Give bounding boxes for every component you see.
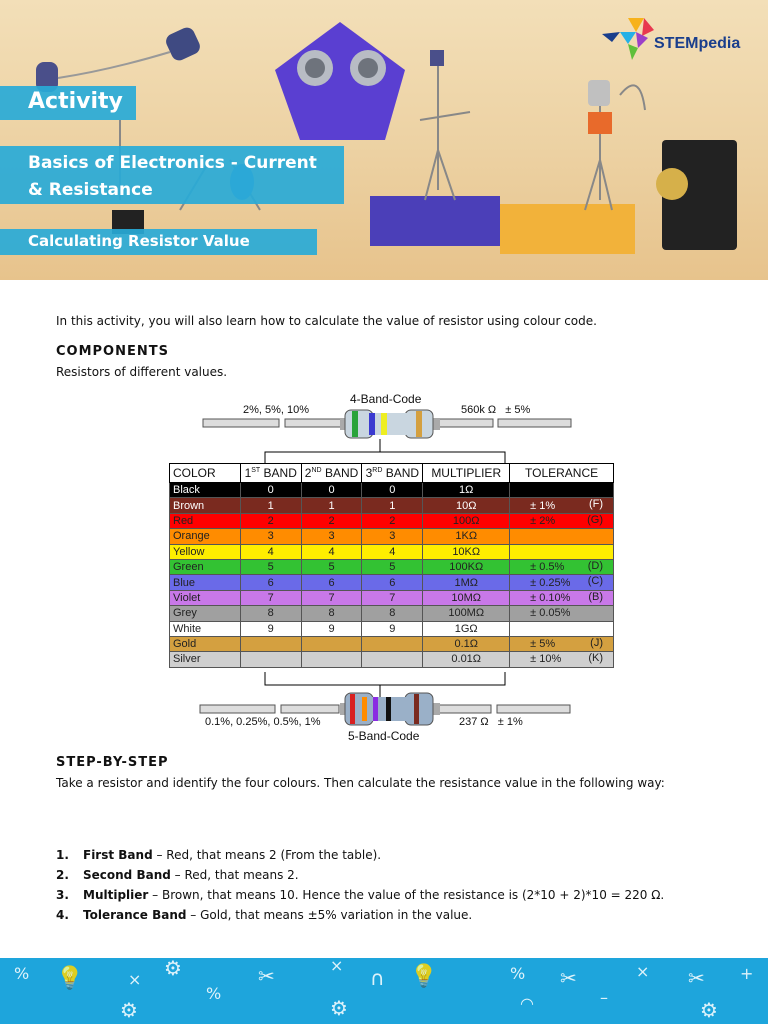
tolerance-cell — [510, 529, 614, 544]
gear-icon: ⚙ — [330, 996, 348, 1020]
tolerance-value: ± 5% — [530, 638, 556, 651]
multiplier-cell: 100Ω — [423, 513, 510, 528]
band1-cell: 7 — [240, 590, 301, 605]
band3-cell: 5 — [362, 559, 423, 574]
color-cell: Silver — [170, 652, 241, 667]
tolerance-cell — [510, 498, 614, 513]
tools-icon: ✂ — [560, 966, 577, 990]
table-row — [170, 513, 614, 528]
title-line-1: Basics of Electronics - Current — [28, 153, 317, 173]
tolerance-value: ± 0.05% — [530, 607, 571, 620]
tolerance-cell — [510, 606, 614, 621]
table-header-row — [170, 464, 614, 483]
band1-cell: 9 — [240, 621, 301, 636]
col-band-2: 2ND BAND — [301, 464, 362, 483]
tolerance-code: (J) — [590, 636, 603, 649]
band2-cell: 2 — [301, 513, 362, 528]
multiplier-cell: 0.1Ω — [423, 636, 510, 651]
col-band-3: 3RD BAND — [362, 464, 423, 483]
color-cell: Grey — [170, 606, 241, 621]
color-cell: Brown — [170, 498, 241, 513]
five-band-resistor-icon — [340, 693, 440, 725]
band1-cell: 2 — [240, 513, 301, 528]
activity-tag: Activity — [0, 86, 136, 120]
table-row — [170, 590, 614, 605]
col-multiplier: MULTIPLIER — [423, 464, 510, 483]
steps-intro: Take a resistor and identify the four colours. Then calculate the resistance value in the following way: — [56, 776, 665, 790]
multiplier-cell: 100KΩ — [423, 559, 510, 574]
col-band-1: 1ST BAND — [240, 464, 301, 483]
tolerance-cell — [510, 590, 614, 605]
band3-cell: 1 — [362, 498, 423, 513]
color-cell: Gold — [170, 636, 241, 651]
tolerance-code: (C) — [587, 575, 603, 588]
table-row — [170, 575, 614, 590]
color-cell: Yellow — [170, 544, 241, 559]
tolerance-value: ± 2% — [530, 514, 556, 527]
band2-cell: 6 — [301, 575, 362, 590]
tolerance-code: (D) — [587, 559, 603, 572]
logo-text: STEMpedia — [654, 35, 741, 52]
band3-cell: 9 — [362, 621, 423, 636]
dash-icon: – — [600, 988, 608, 1007]
band1-cell — [240, 652, 301, 667]
band1-cell: 1 — [240, 498, 301, 513]
four-band-left-label: 2%, 5%, 10% — [243, 404, 310, 416]
table-row — [170, 652, 614, 667]
tolerance-value: ± 1% — [530, 499, 556, 512]
band2-cell: 0 — [301, 483, 362, 498]
band2-cell: 5 — [301, 559, 362, 574]
tolerance-code: (G) — [587, 513, 603, 526]
band3-cell: 7 — [362, 590, 423, 605]
plus-icon: + — [740, 964, 754, 983]
tools-icon: ✂ — [688, 966, 705, 990]
band3-cell — [362, 636, 423, 651]
multiplier-cell: 1KΩ — [423, 529, 510, 544]
lightbulb-icon: 💡 — [56, 966, 84, 991]
intro-text: In this activity, you will also learn how to calculate the value of resistor using colour code. — [56, 314, 597, 328]
lightbulb-icon: 💡 — [410, 964, 438, 989]
color-cell: Orange — [170, 529, 241, 544]
multiplier-cell: 100MΩ — [423, 606, 510, 621]
five-band-right-label: 237 Ω ± 1% — [459, 716, 523, 728]
magnet-icon: ∩ — [370, 966, 385, 990]
band3-cell: 6 — [362, 575, 423, 590]
band2-cell — [301, 652, 362, 667]
tolerance-cell — [510, 652, 614, 667]
four-band-resistor-icon — [340, 410, 440, 438]
table-row — [170, 529, 614, 544]
cross-icon: × — [128, 970, 142, 989]
band3-cell: 3 — [362, 529, 423, 544]
color-cell: Blue — [170, 575, 241, 590]
band1-cell: 0 — [240, 483, 301, 498]
band2-cell — [301, 636, 362, 651]
components-heading: COMPONENTS — [56, 344, 169, 359]
col-color: COLOR — [170, 464, 241, 483]
multiplier-cell: 10MΩ — [423, 590, 510, 605]
table-row — [170, 621, 614, 636]
tolerance-cell — [510, 544, 614, 559]
four-band-right-label: 560k Ω ± 5% — [461, 404, 531, 416]
percent-icon: % — [510, 964, 526, 983]
band1-cell: 8 — [240, 606, 301, 621]
list-item: 1. First Band – Red, that means 2 (From the table). — [56, 848, 382, 862]
band1-cell: 4 — [240, 544, 301, 559]
multiplier-cell: 1Ω — [423, 483, 510, 498]
col-tolerance: TOLERANCE — [510, 464, 614, 483]
list-item: 3. Multiplier – Brown, that means 10. Hence the value of the resistance is (2*10 + 2)*10 = 220 Ω. — [56, 888, 665, 902]
tolerance-cell — [510, 575, 614, 590]
band1-cell: 6 — [240, 575, 301, 590]
band2-cell: 3 — [301, 529, 362, 544]
wifi-icon: ◠ — [520, 994, 534, 1013]
tolerance-value: ± 0.25% — [530, 576, 571, 589]
tolerance-value: ± 0.5% — [530, 561, 565, 574]
table-row — [170, 606, 614, 621]
band1-cell: 3 — [240, 529, 301, 544]
cross-icon: × — [330, 958, 344, 975]
tolerance-cell — [510, 513, 614, 528]
band3-cell: 8 — [362, 606, 423, 621]
five-band-left-label: 0.1%, 0.25%, 0.5%, 1% — [205, 716, 321, 728]
steps-heading: STEP-BY-STEP — [56, 755, 169, 770]
color-cell: Black — [170, 483, 241, 498]
tolerance-code: (F) — [588, 498, 603, 511]
tolerance-cell — [510, 621, 614, 636]
tolerance-code: (B) — [588, 590, 603, 603]
band1-cell — [240, 636, 301, 651]
table-row — [170, 636, 614, 651]
tolerance-value: ± 10% — [530, 653, 562, 666]
percent-icon: % — [14, 964, 30, 983]
tools-icon: ✂ — [258, 964, 275, 988]
band3-cell — [362, 652, 423, 667]
tolerance-cell — [510, 483, 614, 498]
color-cell: Red — [170, 513, 241, 528]
multiplier-cell: 1GΩ — [423, 621, 510, 636]
percent-icon: % — [206, 984, 222, 1003]
tolerance-value: ± 0.10% — [530, 591, 571, 604]
table-row — [170, 498, 614, 513]
gear-icon: ⚙ — [700, 998, 718, 1022]
band2-cell: 4 — [301, 544, 362, 559]
five-band-title: 5-Band-Code — [348, 729, 420, 743]
list-item: 4. Tolerance Band – Gold, that means ±5% variation in the value. — [56, 908, 473, 922]
tolerance-cell — [510, 559, 614, 574]
color-code-table — [169, 463, 614, 668]
gear-icon: ⚙ — [120, 998, 138, 1022]
components-text: Resistors of different values. — [56, 365, 228, 379]
title-line-2: & Resistance — [28, 180, 153, 200]
gear-icon: ⚙ — [164, 958, 182, 980]
band1-cell: 5 — [240, 559, 301, 574]
multiplier-cell: 0.01Ω — [423, 652, 510, 667]
band2-cell: 1 — [301, 498, 362, 513]
four-band-title: 4-Band-Code — [350, 392, 422, 406]
band2-cell: 8 — [301, 606, 362, 621]
table-row — [170, 544, 614, 559]
color-cell: White — [170, 621, 241, 636]
tolerance-code: (K) — [588, 652, 603, 665]
color-cell: Violet — [170, 590, 241, 605]
table-row — [170, 483, 614, 498]
page-subtitle: Calculating Resistor Value — [0, 229, 317, 255]
band2-cell: 7 — [301, 590, 362, 605]
band2-cell: 9 — [301, 621, 362, 636]
band3-cell: 4 — [362, 544, 423, 559]
tolerance-cell — [510, 636, 614, 651]
multiplier-cell: 10Ω — [423, 498, 510, 513]
list-item: 2. Second Band – Red, that means 2. — [56, 868, 299, 882]
footer-band — [0, 958, 768, 1024]
band3-cell: 0 — [362, 483, 423, 498]
steps-list — [56, 848, 664, 928]
color-cell: Green — [170, 559, 241, 574]
table-row — [170, 559, 614, 574]
multiplier-cell: 1MΩ — [423, 575, 510, 590]
band3-cell: 2 — [362, 513, 423, 528]
cross-icon: × — [636, 962, 650, 981]
multiplier-cell: 10KΩ — [423, 544, 510, 559]
